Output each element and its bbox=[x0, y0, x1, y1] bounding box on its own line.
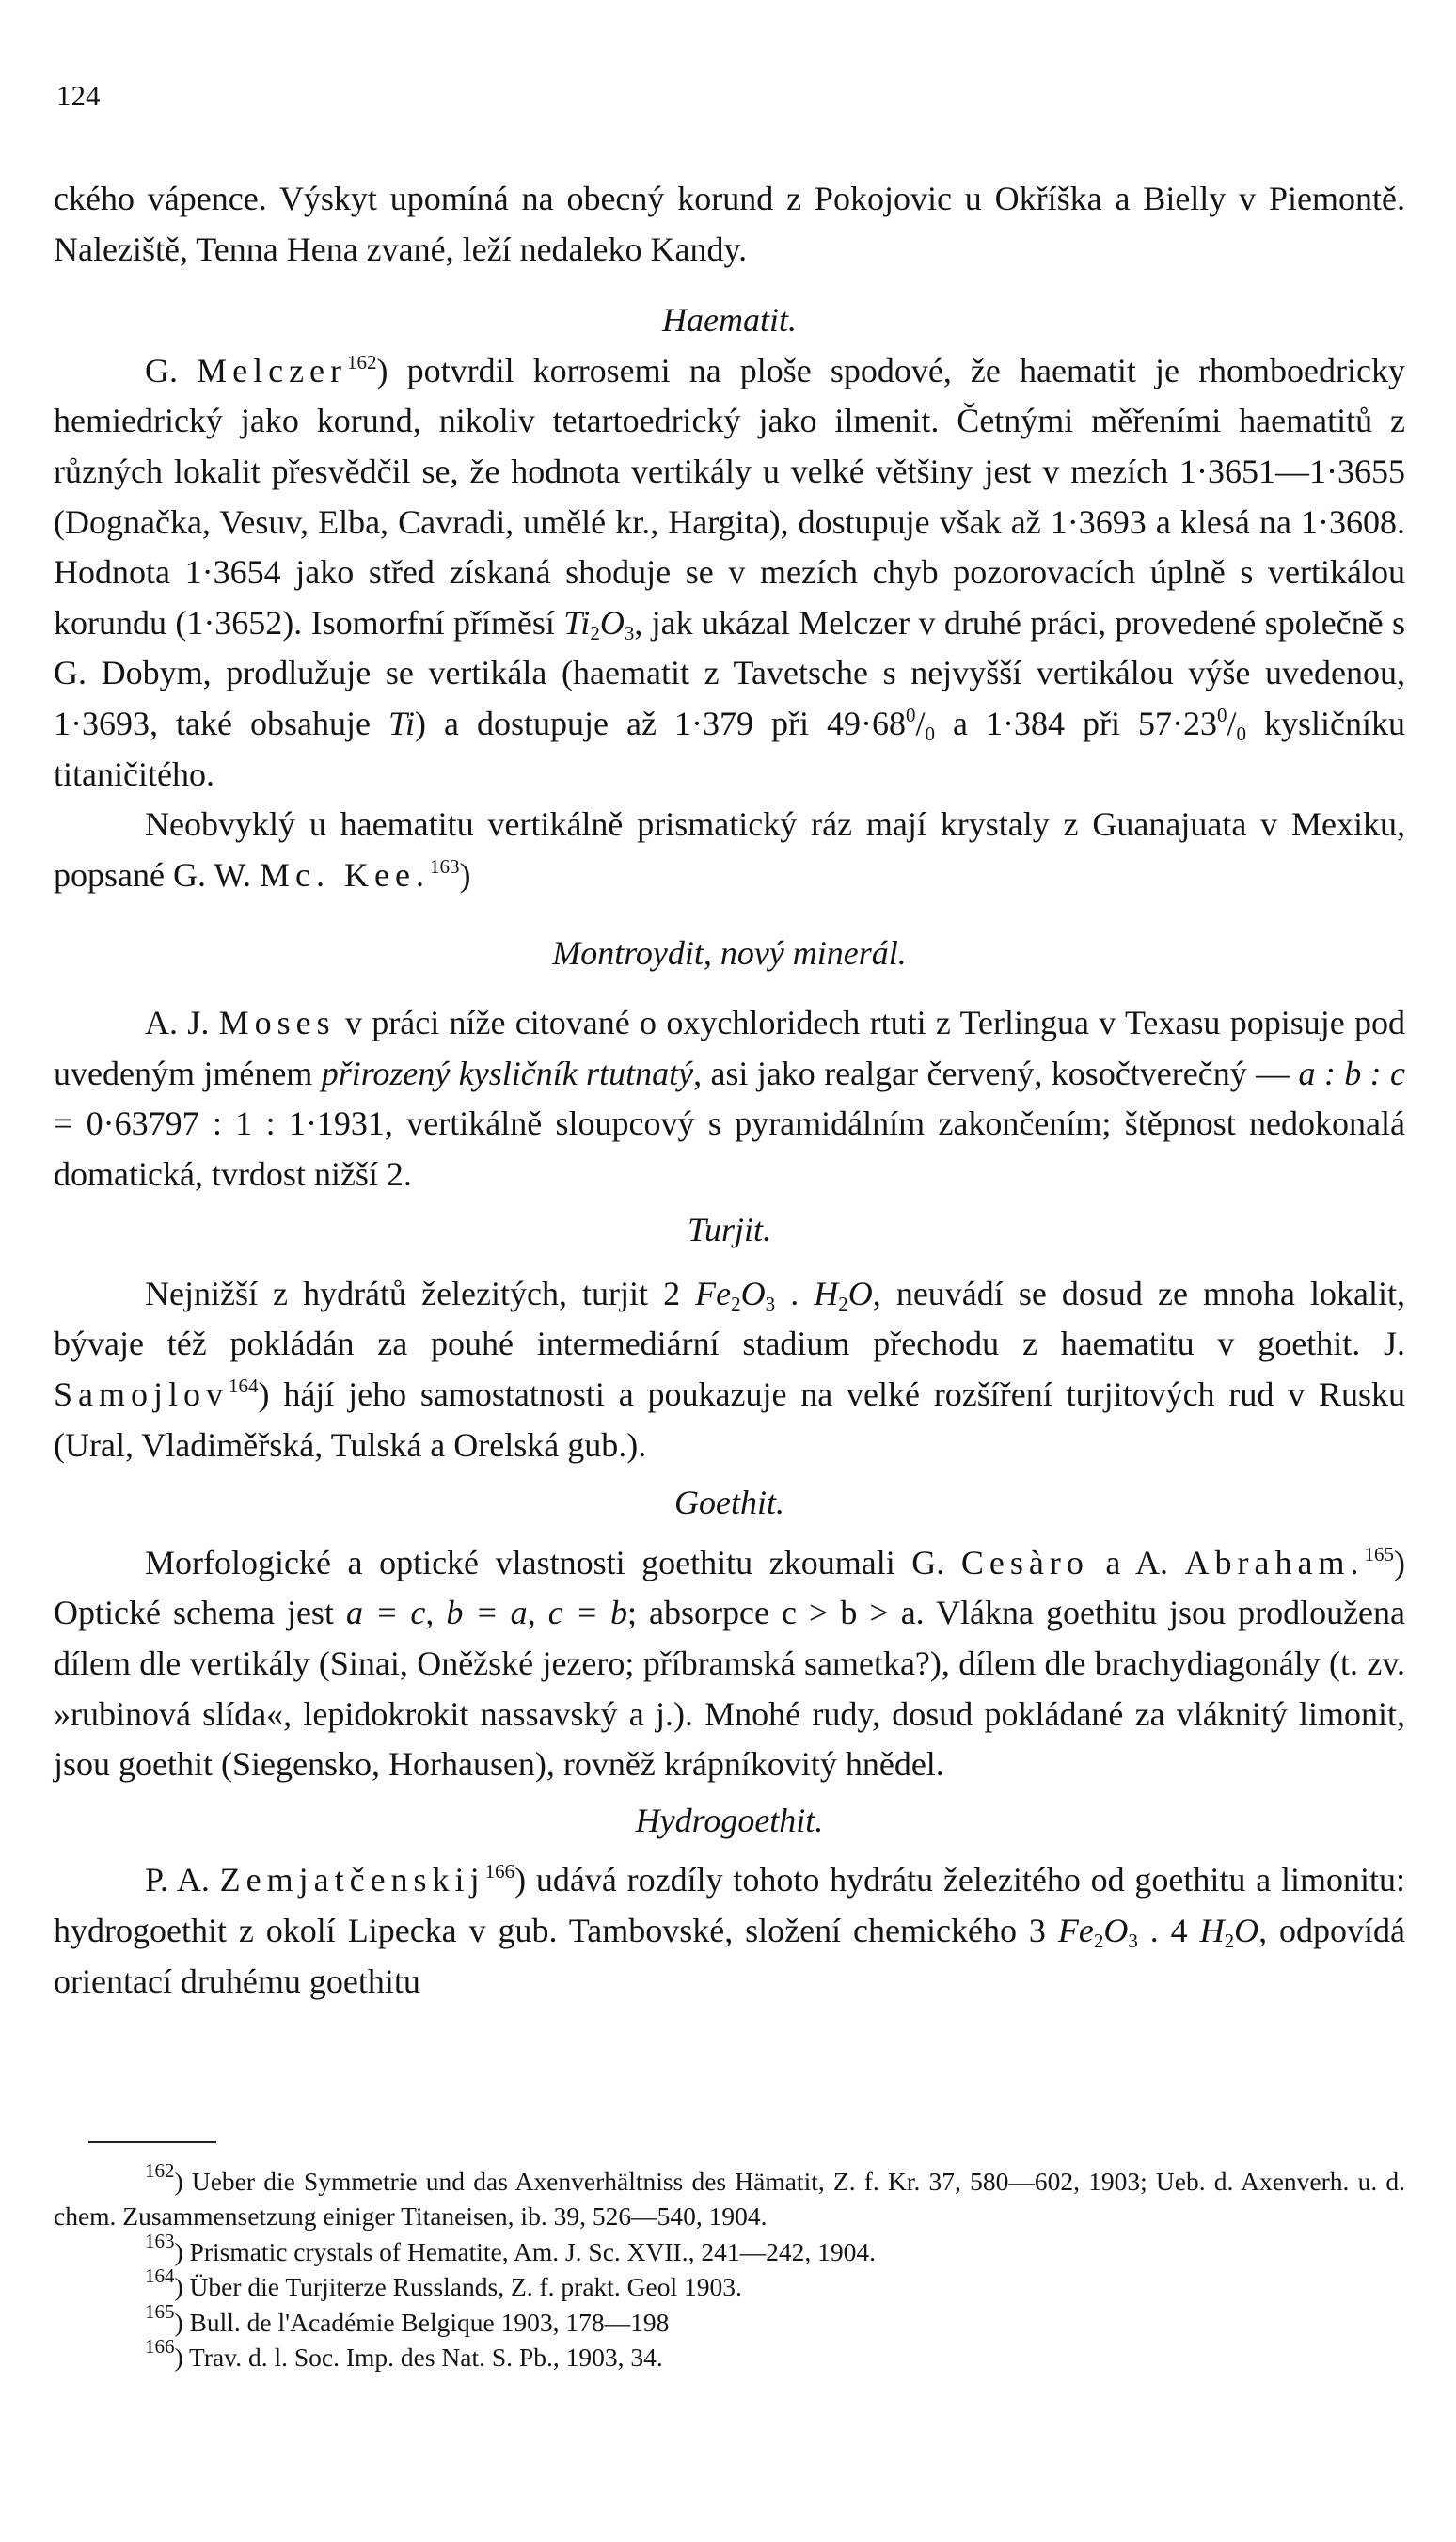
page-body bbox=[54, 174, 1405, 2007]
paragraph-haematit-mexico: Neobvyklý u haematitu vertikálně prismatický ráz mají krystaly z Guanajuata v Mexiku, popsané G. W. Mc. Kee.$^{163}$) bbox=[54, 805, 1405, 894]
heading-montroydit: Montroydit, nový minerál. bbox=[552, 934, 907, 973]
footnote-ref-166: 166 bbox=[484, 1860, 515, 1883]
footnote-165: $^{165}$) Bull. de l'Académie Belgique 1903, 178—198 bbox=[145, 2299, 670, 2337]
author-cesaro: Cesàro bbox=[960, 1543, 1089, 1581]
heading-hydrogoethit: Hydrogoethit. bbox=[635, 1801, 824, 1839]
footnote-164: $^{164}$) Über die Turjiterze Russlands, Z. f. prakt. Geol 1903. bbox=[145, 2264, 742, 2302]
author-mc-kee: Mc. Kee. bbox=[260, 855, 430, 894]
footnote-166: $^{166}$) Trav. d. l. Soc. Imp. des Nat. S. Pb., 1903, 34. bbox=[145, 2335, 663, 2373]
heading-haematit: Haematit. bbox=[662, 301, 797, 340]
footnote-ref-162: 162 bbox=[347, 350, 377, 373]
footnote-162: $^{162}$) Ueber die Symmetrie und das Axenverhältniss des Hämatit, Z. f. Kr. 37, 580—602, 1903; Ueb. d. Axenverh. u. d. chem. Zusammensetzung einiger Titaneisen, ib. 39, 526—540, 1904. bbox=[54, 2159, 1405, 2232]
footnote-ref-164: 164 bbox=[229, 1374, 259, 1398]
heading-turjit: Turjit. bbox=[687, 1211, 772, 1249]
paragraph-turjit: Nejnižší z hydrátů železitých, turjit 2 $Fe_2O_3$ . $H_2O$, neuvádí se dosud ze mnoha lokalit, bývaje též pokládán za pouhé intermediární stadium přechodu z haematitu v goethit. J. Samojlov$^{164}$) hájí jeho samostatnosti a poukazuje na velké rozšíření turjitových rud v Rusku (Ural, Vladiměřská, Tulská a Orelská gub.). bbox=[54, 1274, 1406, 1464]
paragraph-goethit: Morfologické a optické vlastnosti goethitu zkoumali G. Cesàro a A. Abraham.$^{165}$) Optické schema jest a = c, b = a, c = b; absorpce c > b > a. Vlákna goethitu jsou prodloužena dílem dle vertikály (Sinai, Oněžské jezero; příbramská sametka?), dílem dle brachydiagonály (t. zv. »rubinová slída«, lepidokrokit nassavský a j.). Mnohé rudy, dosud pokládané za vláknitý limonit, jsou goethit (Siegensko, Horhausen), rovněž krápníkovitý hnědel. bbox=[54, 1542, 1406, 1784]
page-number: 124 bbox=[56, 79, 101, 112]
paragraph-intro: ckého vápence. Výskyt upomíná na obecný korund z Pokojovic u Okříška a Bielly v Piemontě. Naleziště, Tenna Hena zvané, leží nedaleko Kandy. bbox=[54, 180, 1405, 268]
author-abraham: Abraham. bbox=[1184, 1543, 1365, 1581]
author-melczer: Melczer bbox=[197, 351, 348, 389]
footnote-ref-165: 165 bbox=[1364, 1542, 1394, 1565]
paragraph-hydrogoethit: P. A. Zemjatčenskij$^{166}$) udává rozdíly tohoto hydrátu železitého od goethitu a limonitu: hydrogoethit z okolí Lipecka v gub. Tambovské, složení chemického 3 $Fe_2O_3$ . 4 $H_2O$, odpovídá orientací druhému goethitu bbox=[54, 1860, 1406, 2000]
footnote-separator bbox=[88, 2141, 216, 2143]
paragraph-haematit-melczer: G. Melczer$^{162}$) potvrdil korrosemi na ploše spodové, že haematit je rhomboedricky hemiedrický jako korund, nikoliv tetartoedrický jako ilmenit. Četnými měřeními haematitů z různých lokalit přesvědčil se, že hodnota vertikály u velké většiny jest v mezích 1·3651—1·3655 (Dognačka, Vesuv, Elba, Cavradi, umělé kr., Hargita), dostupuje však až 1·3693 a klesá na 1·3608. Hodnota 1·3654 jako střed získaná shoduje se v mezích chyb pozorovacích úplně s vertikálou korundu (1·3652). Isomorfní příměsí $Ti_2O_3$, jak ukázal Melczer v druhé práci, provedené společně s G. Dobym, prodlužuje se vertikála (haematit z Tavetsche s nejvyšší vertikálou výše uvedenou, 1·3693, také obsahuje Ti) a dostupuje až 1·379 při $49\cdot 68^0/_0$ a 1·384 při $57\cdot 23^0/_0$ kysličníku titaničitého. bbox=[54, 350, 1406, 793]
footnotes bbox=[54, 2159, 1405, 2375]
paragraph-montroydit: A. J. Moses v práci níže citované o oxychloridech rtuti z Terlingua v Texasu popisuje pod uvedeným jménem přirozený kysličník rtutnatý, asi jako realgar červený, kosočtverečný — a : b : c = 0·63797 : 1 : 1·1931, vertikálně sloupcový s pyramidálním zakončením; štěpnost nedokonalá domatická, tvrdost nižší 2. bbox=[54, 1003, 1406, 1193]
author-moses: Moses bbox=[218, 1003, 336, 1041]
footnote-163: $^{163}$) Prismatic crystals of Hematite, Am. J. Sc. XVII., 241—242, 1904. bbox=[145, 2229, 876, 2266]
author-zemjatcenskij: Zemjatčenskij bbox=[219, 1861, 485, 1899]
term-mineral-name: přirozený kysličník rtutnatý bbox=[321, 1054, 694, 1092]
footnote-ref-163: 163 bbox=[429, 854, 460, 878]
author-samojlov: Samojlov bbox=[54, 1375, 229, 1414]
heading-goethit: Goethit. bbox=[674, 1484, 784, 1522]
